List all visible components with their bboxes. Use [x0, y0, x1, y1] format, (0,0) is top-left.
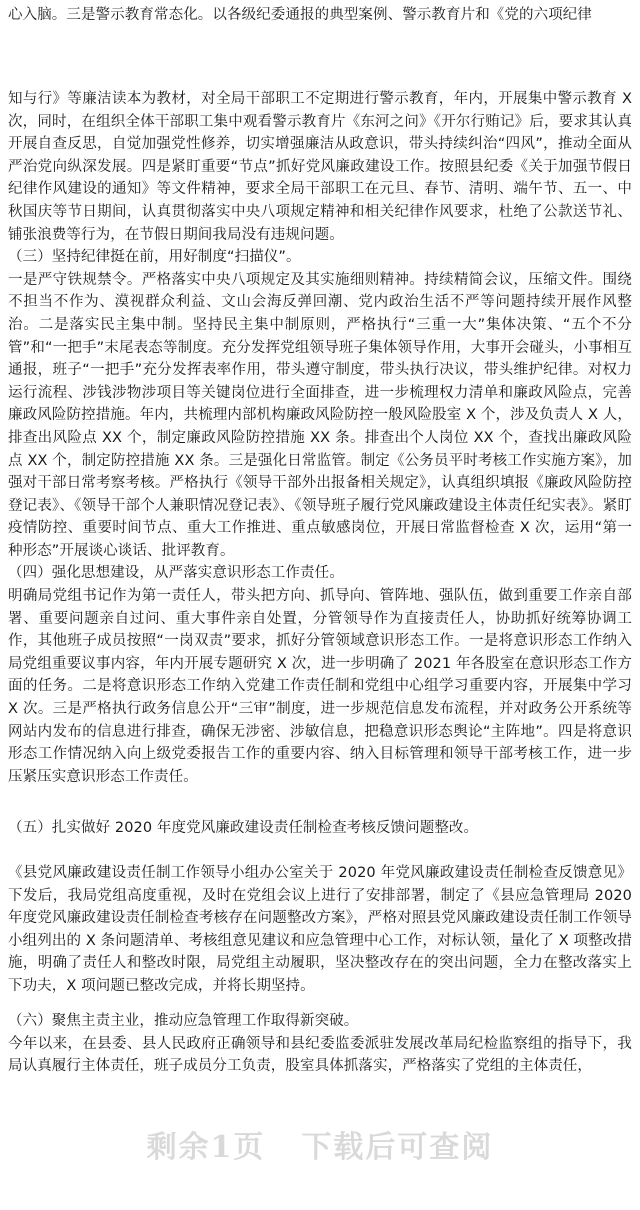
- remaining-pages-label: 剩余1页: [146, 1130, 266, 1165]
- section5-heading: （五）扎实做好 2020 年度党风廉政建设责任制检查考核反馈问题整改。: [8, 820, 479, 836]
- section6-block: [0, 1010, 640, 1078]
- section5-heading-block: [0, 817, 640, 840]
- section4-heading: （四）强化思想建设，从严落实意识形态工作责任。: [8, 565, 344, 582]
- section3-body: 一是严守铁规禁令。严格落实中央八项规定及其实施细则精神。持续精简会议，压缩文件。围绕不担当不作为、漠视群众利益、文山会海反弹回潮、党内政治生活不严等问题持续开展作风整治。二是落实民主集中制。坚持民主集中制原则，严格执行“三重一大”集体决策、“五个不分管”和“一把手”末尾表态等制度。充分发挥党组领导班子集体领导作用，大事开会碰头，小事相互通报，班子“一把手”充分发挥表率作用，带头遵守制度，带头执行决议，带头维护纪律。对权力运行流程、涉钱涉物涉项目等关键岗位进行全面排查，进一步梳理权力清单和廉政风险点，完善廉政风险防控措施。年内，共梳理内部机构廉政风险防控一般风险股室 X 个，涉及负责人 X 人，排查出风险点 XX 个，制定廉政风险防控措施 XX 条。排查出个人岗位 XX 个，查找出廉政风险点 XX 个，制定防控措施 XX 条。三是强化日常监管。制定《公务员平时考核工作实施方案》，加强对干部日常考察考核。严格执行《领导干部外出报备相关规定》，认真组织填报《廉政风险防控登记表》、《领导干部个人兼职情况登记表》、《领导班子履行党风廉政建设主体责任纪实表》。紧盯疫情防控、重要时间节点、重大工作推进、重点敏感岗位，开展日常监督检查 X 次，运用“第一种形态”开展谈心谈话、批评教育。: [8, 271, 632, 559]
- download-banner[interactable]: [0, 1122, 640, 1166]
- section5-body: 《县党风廉政建设责任制工作领导小组办公室关于 2020 年党风廉政建设责任制检查反馈意见》下发后，我局党组高度重视，及时在党组会议上进行了安排部署，制定了《县应急管理局 2020 年度党风廉政建设责任制检查考核存在问题整改方案》，严格对照县党风廉政建设责任制工作领导小组列出的 X 条问题清单、考核组意见建议和应急管理中心工作，对标认领，量化了 X 项整改措施，明确了责任人和整改时限，局党组主动履职，坚决整改存在的突出问题，全力在整改落实上下功夫，X 项问题已整改完成，并将长期坚持。: [8, 865, 632, 994]
- section5-body-block: [0, 862, 640, 998]
- paragraph-top: 心入脑。三是警示教育常态化。以各级纪委通报的典型案例、警示教育片和《党的六项纪律: [8, 7, 592, 23]
- section4-body: 明确局党组书记作为第一责任人，带头把方向、抓导向、管阵地、强队伍，做到重要工作亲自部署、重要问题亲自过问、重大事件亲自处置，分管领导作为直接责任人，协助抓好统筹协调工作，其他班子成员按照“一岗双责”要求，抓好分管领域意识形态工作。一是将意识形态工作纳入局党组重要议事内容，年内开展专题研究 X 次，进一步明确了 2021 年各股室在意识形态工作方面的任务。二是将意识形态工作纳入党建工作责任制和党组中心组学习重要内容，开展集中学习 X 次。三是严格执行政务信息公开“三审”制度，进一步规范信息发布流程，并对政务公开系统等网站内发布的信息进行排查，确保无涉密、涉敏信息，把稳意识形态舆论“主阵地”。四是将意识形态工作情况纳入向上级党委报告工作的重要内容、纳入目标管理和领导干部考核工作，进一步压紧压实意识形态工作责任。: [8, 588, 632, 785]
- paragraph-continuation: 知与行》等廉洁读本为教材，对全局干部职工不定期进行警示教育，年内，开展集中警示教育 X 次，同时，在组织全体干部职工集中观看警示教育片《东河之问》《开尔行贿记》后，要求其认真开展自查反思，自觉加强党性修养，切实增强廉洁从政意识，带头持续纠治“四风”，推动全面从严治党向纵深发展。四是紧盯重要“节点”抓好党风廉政建设工作。按照县纪委《关于加强节假日纪律作风建设的通知》等文件精神，要求全局干部职工在元旦、春节、清明、端午节、五一、中秋国庆等节日期间，认真贯彻落实中央八项规定精神和相关纪律作风要求，杜绝了公款送节礼、铺张浪费等行为，在节假日期间我局没有违规问题。: [8, 91, 632, 243]
- top-fragment: [0, 4, 640, 27]
- download-hint-label: 下载后可查阅: [301, 1130, 494, 1165]
- section3-heading: （三）坚持纪律挺在前，用好制度“扫描仪”。: [8, 249, 301, 266]
- section6-heading: （六）聚焦主责主业，推动应急管理工作取得新突破。: [8, 1013, 359, 1029]
- section6-body: 今年以来，在县委、县人民政府正确领导和县纪委监委派驻发展改革局纪检监察组的指导下，我局认真履行主体责任，班子成员分工负责，股室具体抓落实，严格落实了党组的主体责任，: [8, 1035, 632, 1075]
- main-text: [0, 88, 640, 788]
